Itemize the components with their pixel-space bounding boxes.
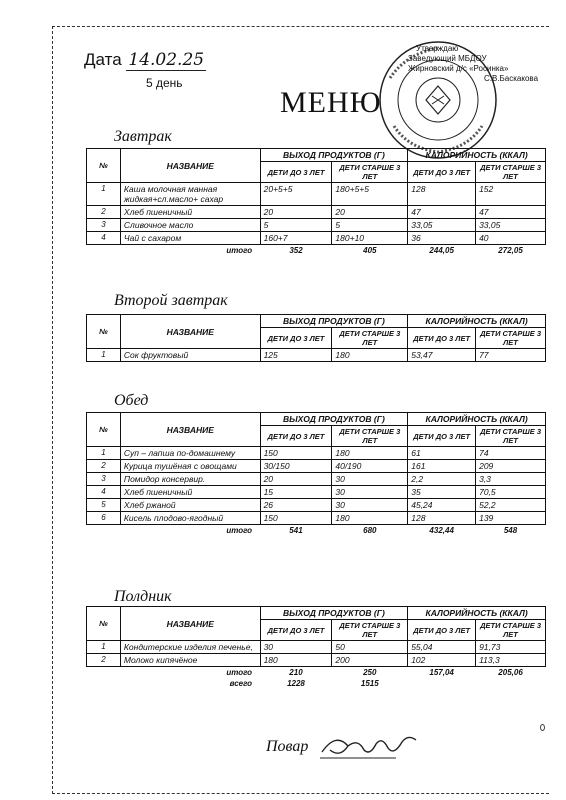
total-cell: 548 — [476, 525, 546, 537]
cell: 1 — [87, 641, 121, 654]
grand-total-cell — [408, 678, 476, 689]
second-breakfast-table — [86, 314, 546, 362]
cell: 139 — [476, 512, 546, 525]
cell: 2 — [87, 460, 121, 473]
cell: 3 — [87, 473, 121, 486]
col-under3: ДЕТИ ДО 3 ЛЕТ — [408, 328, 476, 349]
total-cell: 210 — [260, 667, 332, 679]
cook-label: Повар — [266, 738, 309, 755]
cell: 5 — [260, 219, 332, 232]
cell: 180 — [332, 447, 408, 460]
cell: 15 — [260, 486, 332, 499]
cell: 20 — [332, 206, 408, 219]
cell: 50 — [332, 641, 408, 654]
col-calories: КАЛОРИЙНОСТЬ (ККАЛ) — [408, 413, 546, 426]
cell: Каша молочная манная жидкая+сл.масло+ сахар — [120, 183, 260, 206]
table-row — [87, 473, 546, 486]
table-row — [87, 654, 546, 667]
cell: 40 — [476, 232, 546, 245]
approval-line: Утверждаю — [416, 44, 459, 53]
cell: 35 — [408, 486, 476, 499]
cell: 77 — [476, 349, 546, 362]
page-title: МЕНЮ — [280, 86, 382, 119]
col-under3: ДЕТИ ДО 3 ЛЕТ — [260, 620, 332, 641]
col-over3: ДЕТИ СТАРШЕ 3 ЛЕТ — [332, 620, 408, 641]
grand-total-cell: 1515 — [360, 679, 379, 688]
cell: 161 — [408, 460, 476, 473]
cell: 1 — [87, 349, 121, 362]
section-title-lunch: Обед — [114, 392, 149, 409]
cell: 3 — [87, 219, 121, 232]
col-under3: ДЕТИ ДО 3 ЛЕТ — [260, 328, 332, 349]
col-num: № — [87, 149, 121, 183]
cell: 3,3 — [476, 473, 546, 486]
breakfast-table — [86, 148, 546, 256]
col-under3: ДЕТИ ДО 3 ЛЕТ — [408, 426, 476, 447]
table-row — [87, 183, 546, 206]
table-row — [87, 641, 546, 654]
total-cell: 250 — [332, 667, 408, 679]
col-over3: ДЕТИ СТАРШЕ 3 ЛЕТ — [332, 426, 408, 447]
col-output: ВЫХОД ПРОДУКТОВ (Г) — [260, 149, 408, 162]
cell: Хлеб пшеничный — [120, 206, 260, 219]
table-row — [87, 219, 546, 232]
total-row — [87, 525, 546, 537]
cell: 30 — [332, 499, 408, 512]
table-row — [87, 206, 546, 219]
col-under3: ДЕТИ ДО 3 ЛЕТ — [408, 620, 476, 641]
cell: 40/190 — [332, 460, 408, 473]
col-name: НАЗВАНИЕ — [120, 149, 260, 183]
cell: Суп – лапша по-домашнему — [120, 447, 260, 460]
col-num: № — [87, 315, 121, 349]
table-row — [87, 349, 546, 362]
col-over3: ДЕТИ СТАРШЕ 3 ЛЕТ — [332, 328, 408, 349]
cell: 102 — [408, 654, 476, 667]
col-calories: КАЛОРИЙНОСТЬ (ККАЛ) — [408, 149, 546, 162]
approval-block — [402, 44, 552, 84]
cell: 150 — [260, 512, 332, 525]
col-under3: ДЕТИ ДО 3 ЛЕТ — [408, 162, 476, 183]
col-name: НАЗВАНИЕ — [120, 607, 260, 641]
col-num: № — [87, 607, 121, 641]
total-cell: 680 — [332, 525, 408, 537]
total-row — [87, 245, 546, 257]
cell: 150 — [260, 447, 332, 460]
cell: 70,5 — [476, 486, 546, 499]
day-label: 5 день — [146, 76, 183, 90]
total-cell: 272,05 — [476, 245, 546, 257]
cell: 152 — [476, 183, 546, 206]
cell: Чай с сахаром — [120, 232, 260, 245]
cell: 55,04 — [408, 641, 476, 654]
cell: 125 — [260, 349, 332, 362]
cell: 160+7 — [260, 232, 332, 245]
table-row — [87, 512, 546, 525]
col-over3: ДЕТИ СТАРШЕ 3 ЛЕТ — [476, 162, 546, 183]
date-line — [84, 50, 206, 70]
table-row — [87, 460, 546, 473]
total-cell: 352 — [260, 245, 332, 257]
cell: 2 — [87, 206, 121, 219]
cell: 30 — [260, 641, 332, 654]
col-over3: ДЕТИ СТАРШЕ 3 ЛЕТ — [476, 328, 546, 349]
cook-signature — [318, 728, 428, 762]
col-output: ВЫХОД ПРОДУКТОВ (Г) — [260, 413, 408, 426]
total-cell: 541 — [260, 525, 332, 537]
afternoon-snack-table — [86, 606, 546, 689]
col-num: № — [87, 413, 121, 447]
col-output: ВЫХОД ПРОДУКТОВ (Г) — [260, 315, 408, 328]
cell: 33,05 — [408, 219, 476, 232]
cell: 47 — [408, 206, 476, 219]
cell: 61 — [408, 447, 476, 460]
total-label: итого — [120, 525, 260, 537]
cell: 33,05 — [476, 219, 546, 232]
cell: Хлеб пшеничный — [120, 486, 260, 499]
grand-total-cell — [476, 678, 546, 689]
table-row — [87, 486, 546, 499]
cell: 91,73 — [476, 641, 546, 654]
cell: 180 — [260, 654, 332, 667]
cell: 2 — [87, 654, 121, 667]
total-label: итого — [120, 245, 260, 257]
cell: 30 — [332, 486, 408, 499]
cell: 2,2 — [408, 473, 476, 486]
col-over3: ДЕТИ СТАРШЕ 3 ЛЕТ — [476, 426, 546, 447]
cell: 30/150 — [260, 460, 332, 473]
total-row — [87, 667, 546, 679]
table-row — [87, 499, 546, 512]
cell: Помидор консервир. — [120, 473, 260, 486]
total-cell: 405 — [332, 245, 408, 257]
cell: Курица тушёная с овощами — [120, 460, 260, 473]
approval-line: Заведующий МБДОУ — [408, 54, 487, 63]
cell: 113,3 — [476, 654, 546, 667]
cell: 128 — [408, 183, 476, 206]
approval-line: Жирновский д/с «Росинка» — [408, 64, 509, 73]
cell: 180+10 — [332, 232, 408, 245]
grand-total-row — [87, 678, 546, 689]
cell: 26 — [260, 499, 332, 512]
col-over3: ДЕТИ СТАРШЕ 3 ЛЕТ — [332, 162, 408, 183]
cell: 5 — [332, 219, 408, 232]
cell: 5 — [87, 499, 121, 512]
cell: 200 — [332, 654, 408, 667]
cell: 4 — [87, 232, 121, 245]
table-row — [87, 447, 546, 460]
grand-total-cell: 1228 — [287, 679, 305, 688]
cell: 30 — [332, 473, 408, 486]
col-output: ВЫХОД ПРОДУКТОВ (Г) — [260, 607, 408, 620]
col-under3: ДЕТИ ДО 3 ЛЕТ — [260, 162, 332, 183]
date-label: Дата — [84, 50, 122, 69]
col-name: НАЗВАНИЕ — [120, 315, 260, 349]
cell: 4 — [87, 486, 121, 499]
cell: 180+5+5 — [332, 183, 408, 206]
cell: 52,2 — [476, 499, 546, 512]
total-cell: 157,04 — [408, 667, 476, 679]
cell: Кисель плодово-ягодный — [120, 512, 260, 525]
cell: Молоко кипячёное — [120, 654, 260, 667]
cell: Сливочное масло — [120, 219, 260, 232]
section-title-breakfast: Завтрак — [114, 128, 172, 145]
col-name: НАЗВАНИЕ — [120, 413, 260, 447]
cell: 53,47 — [408, 349, 476, 362]
table-row — [87, 232, 546, 245]
grand-total-label: всего — [229, 679, 253, 688]
cell: 20 — [260, 473, 332, 486]
cell: Сок фруктовый — [120, 349, 260, 362]
total-cell: 205,06 — [476, 667, 546, 679]
mark-dot — [540, 724, 545, 731]
col-under3: ДЕТИ ДО 3 ЛЕТ — [260, 426, 332, 447]
col-over3: ДЕТИ СТАРШЕ 3 ЛЕТ — [476, 620, 546, 641]
cell: 180 — [332, 349, 408, 362]
cell: 128 — [408, 512, 476, 525]
cell: 6 — [87, 512, 121, 525]
cell: 180 — [332, 512, 408, 525]
cell: Кондитерские изделия печенье, — [120, 641, 260, 654]
cell: 20 — [260, 206, 332, 219]
cell: 36 — [408, 232, 476, 245]
cell: 20+5+5 — [260, 183, 332, 206]
cell: 45,24 — [408, 499, 476, 512]
col-calories: КАЛОРИЙНОСТЬ (ККАЛ) — [408, 607, 546, 620]
cell: 209 — [476, 460, 546, 473]
approval-line: С.В.Баскакова — [484, 74, 539, 83]
total-cell: 244,05 — [408, 245, 476, 257]
total-cell: 432,44 — [408, 525, 476, 537]
cell: 1 — [87, 183, 121, 206]
col-calories: КАЛОРИЙНОСТЬ (ККАЛ) — [408, 315, 546, 328]
cell: 1 — [87, 447, 121, 460]
section-title-second-breakfast: Второй завтрак — [114, 292, 228, 309]
total-label: итого — [120, 667, 260, 679]
date-value: 14.02.25 — [128, 50, 205, 70]
cell: 47 — [476, 206, 546, 219]
cell: 74 — [476, 447, 546, 460]
section-title-afternoon-snack: Полдник — [114, 588, 172, 605]
cell: Хлеб ржаной — [120, 499, 260, 512]
lunch-table — [86, 412, 546, 536]
